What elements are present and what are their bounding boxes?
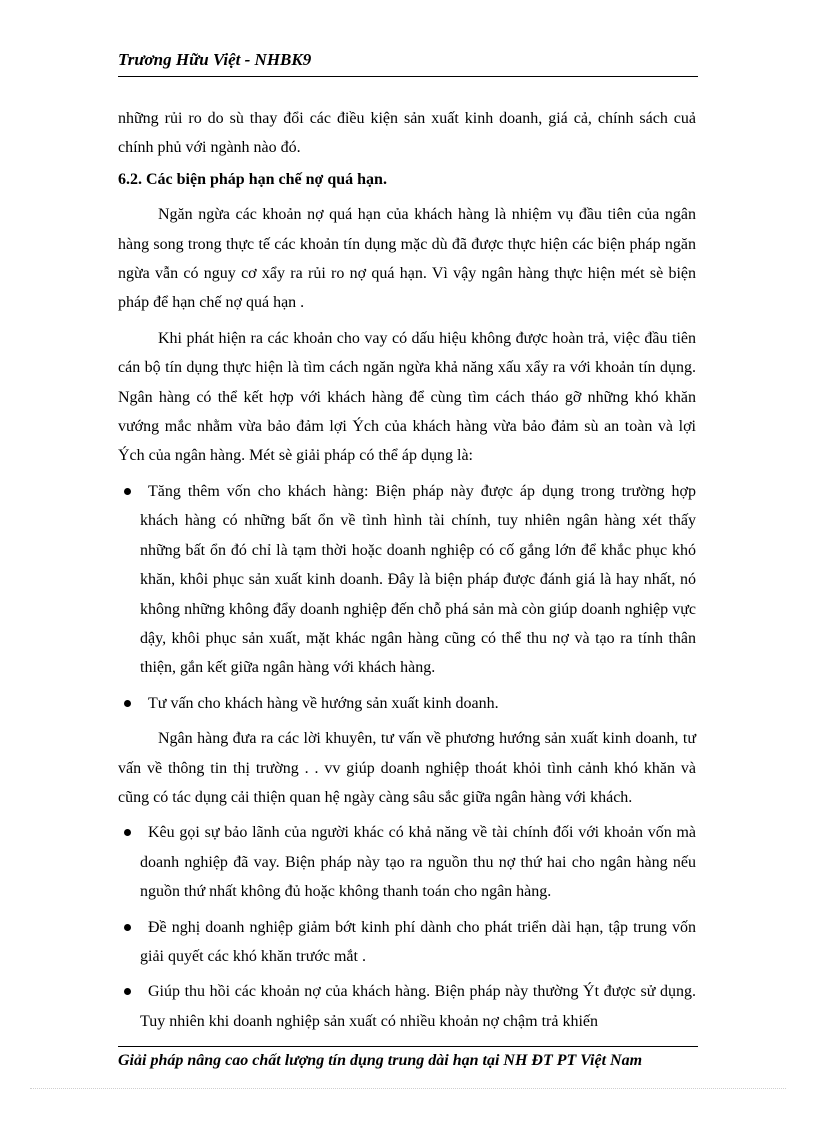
paragraph: Ngăn ngừa các khoản nợ quá hạn của khách hàng là nhiệm vụ đầu tiên của ngân hàng song trong thực tế các khoản tín dụng mặc dù đã được thực hiện các biện pháp ngăn ngừa vẫn có nguy cơ xẩy ra rủi ro nợ quá hạn. Vì vậy ngân hàng thực hiện mét sè biện pháp để hạn chế nợ quá hạn . [118, 206, 696, 312]
bullet-item [118, 818, 696, 906]
bullet-icon [124, 924, 131, 931]
bullet-item [118, 913, 696, 972]
page-bottom-edge [30, 1088, 786, 1089]
bullet-icon [124, 829, 131, 836]
bullet-text: Tư vấn cho khách hàng về hướng sản xuất kinh doanh. [148, 694, 499, 712]
bullet-item [118, 477, 696, 683]
bullet-icon [124, 488, 131, 495]
document-body [118, 104, 696, 1036]
page-header: Trương Hữu Việt - NHBK9 [118, 50, 312, 69]
footer-divider [118, 1046, 698, 1047]
bullet-item [118, 977, 696, 1036]
paragraph: Ngân hàng đưa ra các lời khuyên, tư vấn về phương hướng sản xuất kinh doanh, tư vấn về thông tin thị trường . . vv giúp doanh nghiệp thoát khỏi tình cảnh khó khăn và cũng có tác dụng cải thiện quan hệ ngày càng sâu sắc giữa ngân hàng với khách. [118, 730, 696, 806]
page-footer: Giải pháp nâng cao chất lượng tín dụng trung dài hạn tại NH ĐT PT Việt Nam [118, 1052, 643, 1069]
bullet-icon [124, 700, 131, 707]
bullet-text: Tăng thêm vốn cho khách hàng: Biện pháp này được áp dụng trong trường hợp khách hàng có những bất ổn về tình hình tài chính, tuy nhiên ngân hàng xét thấy những bất ổn đó chỉ là tạm thời hoặc doanh nghiệp có cố gắng lớn để khắc phục khó khăn, khôi phục sản xuất kinh doanh. Đây là biện pháp được đánh giá là hay nhất, nó không những không đẩy doanh nghiệp đến chỗ phá sản mà còn giúp doanh nghiệp vực dậy, khôi phục sản xuất, mặt khác ngân hàng cũng có thể thu nợ và tạo ra tính thân thiện, gắn kết giữa ngân hàng với khách hàng. [140, 482, 696, 677]
bullet-text: Đề nghị doanh nghiệp giảm bớt kinh phí dành cho phát triển dài hạn, tập trung vốn giải quyết các khó khăn trước mắt . [140, 918, 696, 965]
section-heading: 6.2. Các biện pháp hạn chế nợ quá hạn. [118, 170, 387, 188]
bullet-item [118, 689, 696, 718]
bullet-text: Giúp thu hồi các khoản nợ của khách hàng. Biện pháp này thường Ýt được sử dụng. Tuy nhiên khi doanh nghiệp sản xuất có nhiều khoản nợ chậm trả khiến [140, 983, 696, 1030]
paragraph: Khi phát hiện ra các khoản cho vay có dấu hiệu không được hoàn trả, việc đầu tiên cán bộ tín dụng thực hiện là tìm cách ngăn ngừa khả năng xấu xẩy ra với khoản tín dụng. Ngân hàng có thể kết hợp với khách hàng để cùng tìm cách tháo gỡ những khó khăn vướng mắc nhằm vừa bảo đảm lợi Ých của khách hàng vừa bảo đảm sù an toàn và lợi Ých của ngân hàng. Mét sè giải pháp có thể áp dụng là: [118, 329, 696, 465]
paragraph-continued: những rủi ro do sù thay đổi các điều kiện sản xuất kinh doanh, giá cả, chính sách cuả chính phủ với ngành nào đó. [118, 110, 696, 157]
bullet-text: Kêu gọi sự bảo lãnh của người khác có khả năng về tài chính đối với khoản vốn mà doanh nghiệp đã vay. Biện pháp này tạo ra nguồn thu nợ thứ hai cho ngân hàng nếu nguồn thứ nhất không đủ hoặc không thanh toán cho ngân hàng. [140, 824, 696, 901]
header-divider [118, 76, 698, 77]
bullet-icon [124, 988, 131, 995]
